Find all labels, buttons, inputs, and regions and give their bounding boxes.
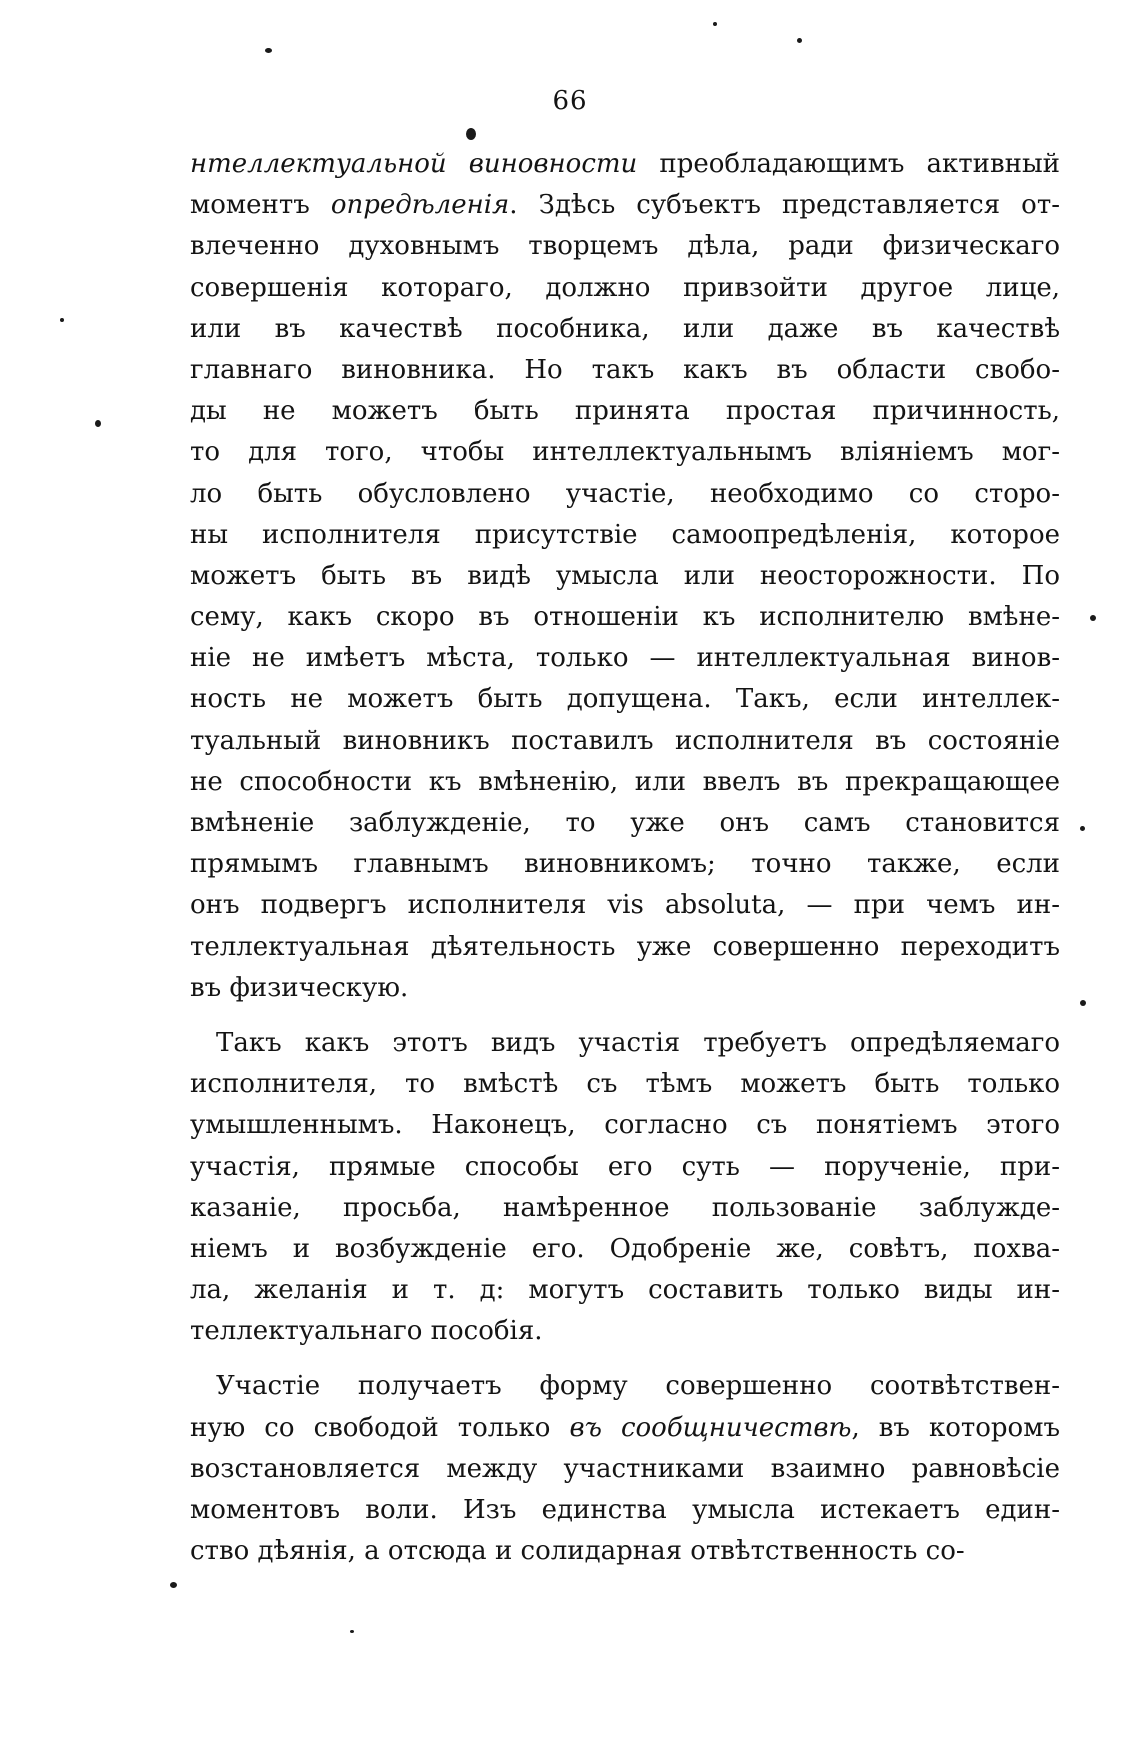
text-line bbox=[190, 638, 1060, 679]
text-segment: теллектуальная дѣятельность уже совершенно переходитъ bbox=[190, 931, 1060, 962]
text-segment: исполнителя, то вмѣстѣ съ тѣмъ можетъ быть только bbox=[190, 1069, 1060, 1100]
text-segment: или въ качествѣ пособника, или даже въ качествѣ bbox=[190, 313, 1060, 344]
text-line bbox=[190, 1064, 1060, 1105]
text-segment: ство дѣянія, а отсюда и солидарная отвѣтственность со- bbox=[190, 1536, 965, 1567]
text-line bbox=[190, 1408, 1060, 1449]
text-segment: участія, прямые способы его суть — порученіе, при- bbox=[190, 1151, 1060, 1182]
text-line bbox=[190, 1229, 1060, 1270]
text-line bbox=[190, 391, 1060, 432]
text-line bbox=[190, 844, 1060, 885]
text-segment: ніемъ и возбужденіе его. Одобреніе же, совѣтъ, похва- bbox=[190, 1233, 1060, 1264]
text-segment: ную со свободой только bbox=[190, 1412, 570, 1443]
text-line bbox=[190, 597, 1060, 638]
text-line bbox=[190, 1449, 1060, 1490]
text-segment: Такъ какъ этотъ видъ участія требуетъ опредѣляемаго bbox=[216, 1027, 1060, 1058]
italic-term: въ сообщничествѣ bbox=[569, 1412, 852, 1443]
text-line bbox=[190, 556, 1060, 597]
text-line bbox=[190, 1531, 1060, 1572]
text-line bbox=[190, 515, 1060, 556]
text-segment: ла, желанія и т. д: могутъ составить только виды ин- bbox=[190, 1275, 1060, 1306]
text-segment: возстановляется между участниками взаимно равновѣсіе bbox=[190, 1453, 1060, 1484]
text-line bbox=[190, 721, 1060, 762]
text-segment: , въ которомъ bbox=[851, 1412, 1060, 1443]
text-line bbox=[190, 144, 1060, 185]
text-segment: прямымъ главнымъ виновникомъ; точно также, если bbox=[190, 849, 1060, 880]
italic-term: опредѣленія bbox=[330, 190, 510, 221]
text-segment: туальный виновникъ поставилъ исполнителя въ состояніе bbox=[190, 725, 1060, 756]
text-line bbox=[190, 350, 1060, 391]
text-line bbox=[190, 1270, 1060, 1311]
body-text bbox=[190, 144, 1060, 1572]
text-segment: ніе не имѣетъ мѣста, только — интеллектуальная винов- bbox=[190, 643, 1060, 674]
text-line bbox=[190, 762, 1060, 803]
text-segment: онъ подвергъ исполнителя vis absoluta, — при чемъ ин- bbox=[190, 890, 1060, 921]
text-segment: . Здѣсь субъектъ представляется от- bbox=[509, 190, 1060, 221]
text-line bbox=[190, 1105, 1060, 1146]
text-line bbox=[190, 1188, 1060, 1229]
text-segment: влеченно духовнымъ творцемъ дѣла, ради физическаго bbox=[190, 231, 1060, 262]
text-segment: теллектуальнаго пособія. bbox=[190, 1316, 543, 1347]
text-segment: ны исполнителя присутствіе самоопредѣленія, которое bbox=[190, 519, 1060, 550]
text-segment: преобладающимъ активный bbox=[637, 149, 1060, 179]
paragraph-3 bbox=[190, 1366, 1060, 1572]
text-line bbox=[190, 885, 1060, 926]
text-segment: казаніе, просьба, намѣренное пользованіе заблужде- bbox=[190, 1192, 1060, 1223]
paragraph-1 bbox=[190, 144, 1060, 1009]
text-segment: не способности къ вмѣненію, или ввелъ въ прекращающее bbox=[190, 766, 1060, 797]
text-line bbox=[190, 679, 1060, 720]
text-segment: Участіе получаетъ форму совершенно соотвѣтствен- bbox=[216, 1371, 1060, 1402]
text-line bbox=[190, 1023, 1060, 1064]
page-number: 66 bbox=[552, 86, 588, 116]
text-line bbox=[190, 432, 1060, 473]
text-segment: моментъ bbox=[190, 190, 331, 221]
text-segment: въ физическую. bbox=[190, 972, 409, 1003]
paragraph-2 bbox=[190, 1023, 1060, 1353]
text-line bbox=[190, 1311, 1060, 1352]
text-segment: ло быть обусловлено участіе, необходимо со сторо- bbox=[190, 478, 1060, 509]
text-segment: совершенія котораго, должно привзойти другое лице, bbox=[190, 272, 1060, 303]
text-line bbox=[190, 968, 1060, 1009]
text-line bbox=[190, 309, 1060, 350]
text-line bbox=[190, 268, 1060, 309]
text-line bbox=[190, 185, 1060, 226]
text-segment: моментовъ воли. Изъ единства умысла истекаетъ един- bbox=[190, 1495, 1060, 1525]
text-segment: главнаго виновника. Но такъ какъ въ области свобо- bbox=[190, 354, 1060, 385]
text-line bbox=[190, 1490, 1060, 1531]
text-line bbox=[190, 1147, 1060, 1188]
text-segment: умышленнымъ. Наконецъ, согласно съ понятіемъ этого bbox=[190, 1110, 1060, 1141]
text-segment: ность не можетъ быть допущена. Такъ, если интеллек- bbox=[190, 684, 1060, 715]
text-segment: вмѣненіе заблужденіе, то уже онъ самъ становится bbox=[190, 808, 1060, 838]
italic-term: нтеллектуальной виновности bbox=[190, 149, 638, 179]
text-segment: то для того, чтобы интеллектуальнымъ вліяніемъ мог- bbox=[190, 437, 1060, 468]
text-segment: сему, какъ скоро въ отношеніи къ исполнителю вмѣне- bbox=[190, 602, 1060, 633]
text-segment: ды не можетъ быть принята простая причинность, bbox=[190, 396, 1060, 427]
text-line bbox=[190, 474, 1060, 515]
text-line bbox=[190, 226, 1060, 267]
text-line bbox=[190, 803, 1060, 844]
text-segment: можетъ быть въ видѣ умысла или неосторожности. По bbox=[190, 560, 1060, 591]
text-line bbox=[190, 927, 1060, 968]
text-line bbox=[190, 1366, 1060, 1407]
